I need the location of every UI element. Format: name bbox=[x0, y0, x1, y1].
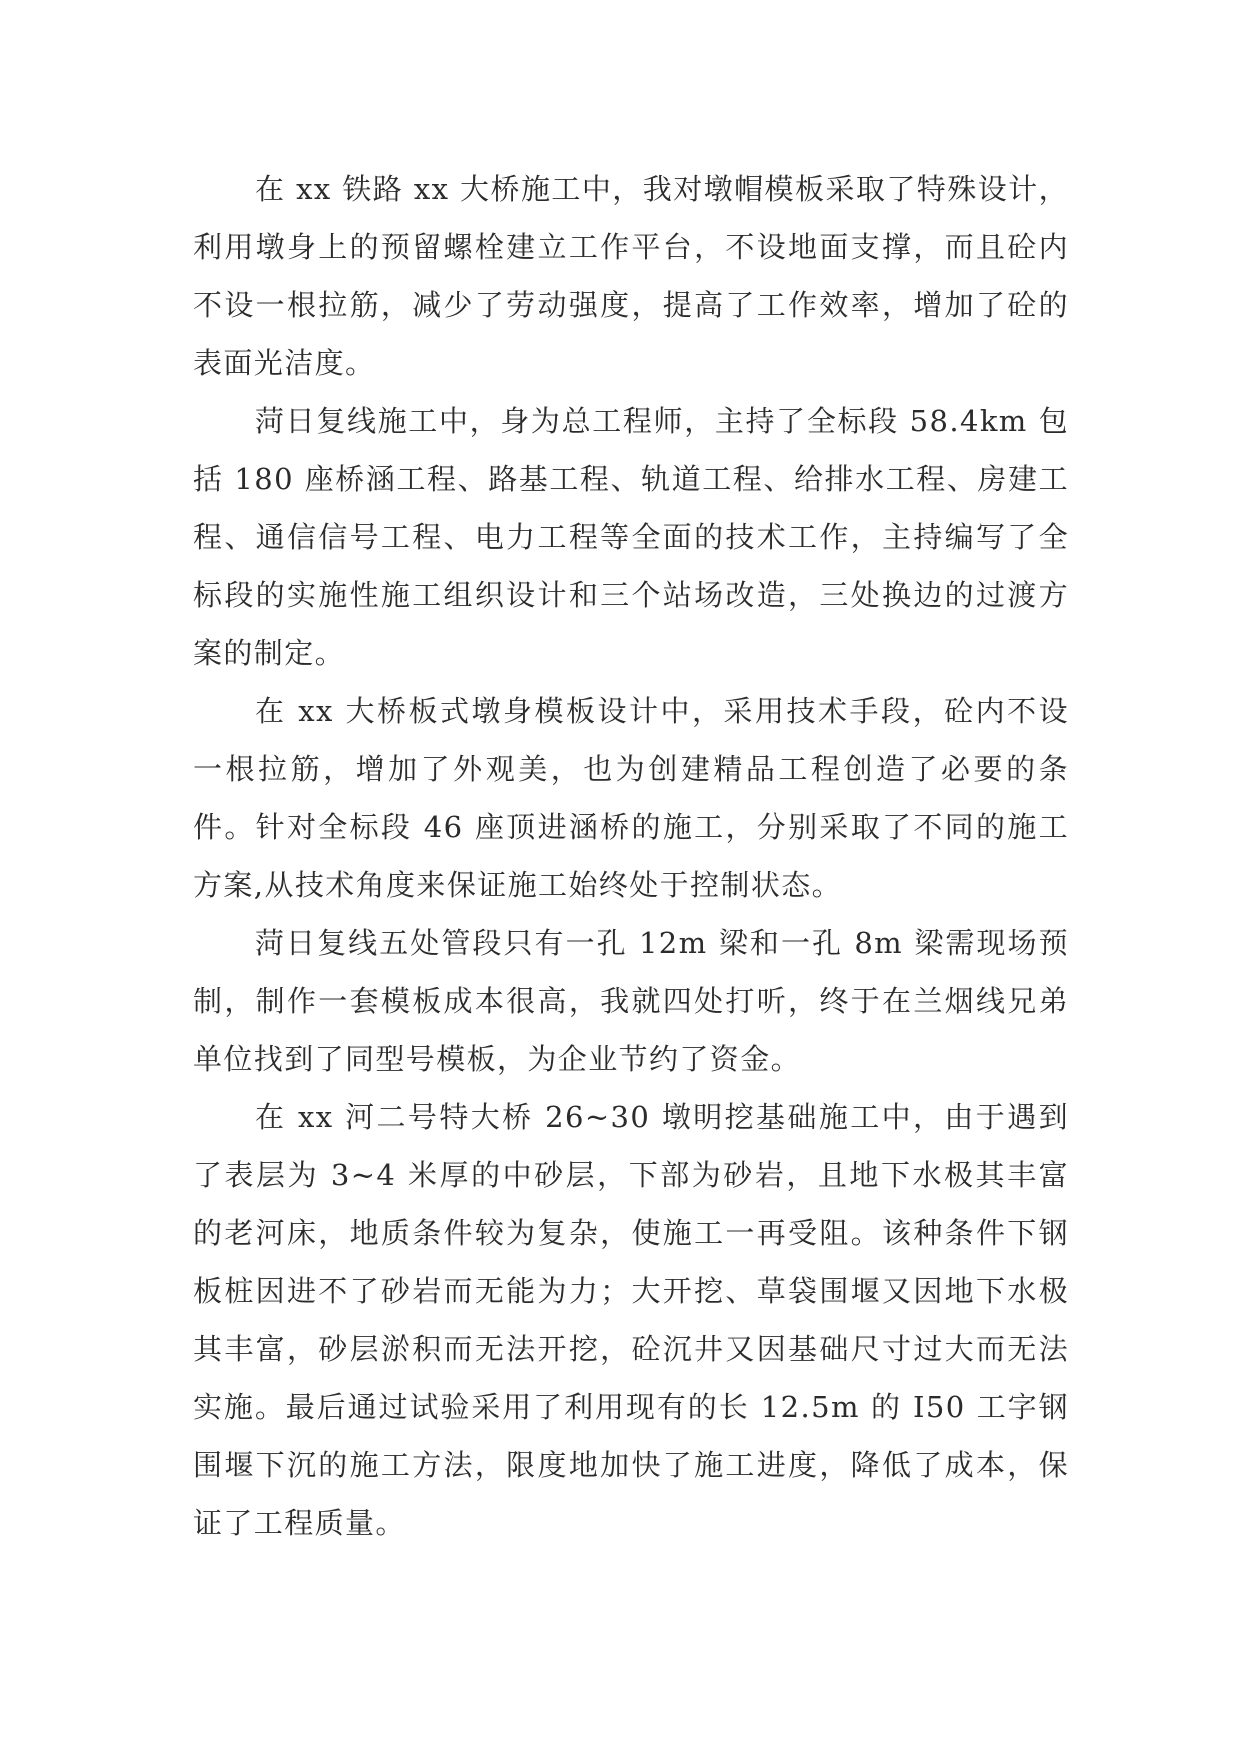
document-body bbox=[193, 160, 1069, 1552]
paragraph-2: 菏日复线施工中，身为总工程师，主持了全标段 58.4km 包括 180 座桥涵工程、路基工程、轨道工程、给排水工程、房建工程、通信信号工程、电力工程等全面的技术工作，主持编写了全标段的实施性施工组织设计和三个站场改造，三处换边的过渡方案的制定。 bbox=[193, 404, 1069, 670]
paragraph-1: 在 xx 铁路 xx 大桥施工中，我对墩帽模板采取了特殊设计，利用墩身上的预留螺栓建立工作平台，不设地面支撑，而且砼内不设一根拉筋，减少了劳动强度，提高了工作效率，增加了砼的表面光洁度。 bbox=[193, 172, 1069, 380]
paragraph-4: 菏日复线五处管段只有一孔 12m 梁和一孔 8m 梁需现场预制，制作一套模板成本很高，我就四处打听，终于在兰烟线兄弟单位找到了同型号模板，为企业节约了资金。 bbox=[193, 926, 1069, 1076]
paragraph-3: 在 xx 大桥板式墩身模板设计中，采用技术手段，砼内不设一根拉筋，增加了外观美，也为创建精品工程创造了必要的条件。针对全标段 46 座顶进涵桥的施工，分别采取了不同的施工方案,从技术角度来保证施工始终处于控制状态。 bbox=[193, 694, 1069, 902]
paragraph-5: 在 xx 河二号特大桥 26~30 墩明挖基础施工中，由于遇到了表层为 3~4 米厚的中砂层，下部为砂岩，且地下水极其丰富的老河床，地质条件较为复杂，使施工一再受阻。该种条件下钢板桩因进不了砂岩而无能为力；大开挖、草袋围堰又因地下水极其丰富，砂层淤积而无法开挖，砼沉井又因基础尺寸过大而无法实施。最后通过试验采用了利用现有的长 12.5m 的 I50 工字钢围堰下沉的施工方法，限度地加快了施工进度，降低了成本，保证了工程质量。 bbox=[193, 1100, 1069, 1540]
